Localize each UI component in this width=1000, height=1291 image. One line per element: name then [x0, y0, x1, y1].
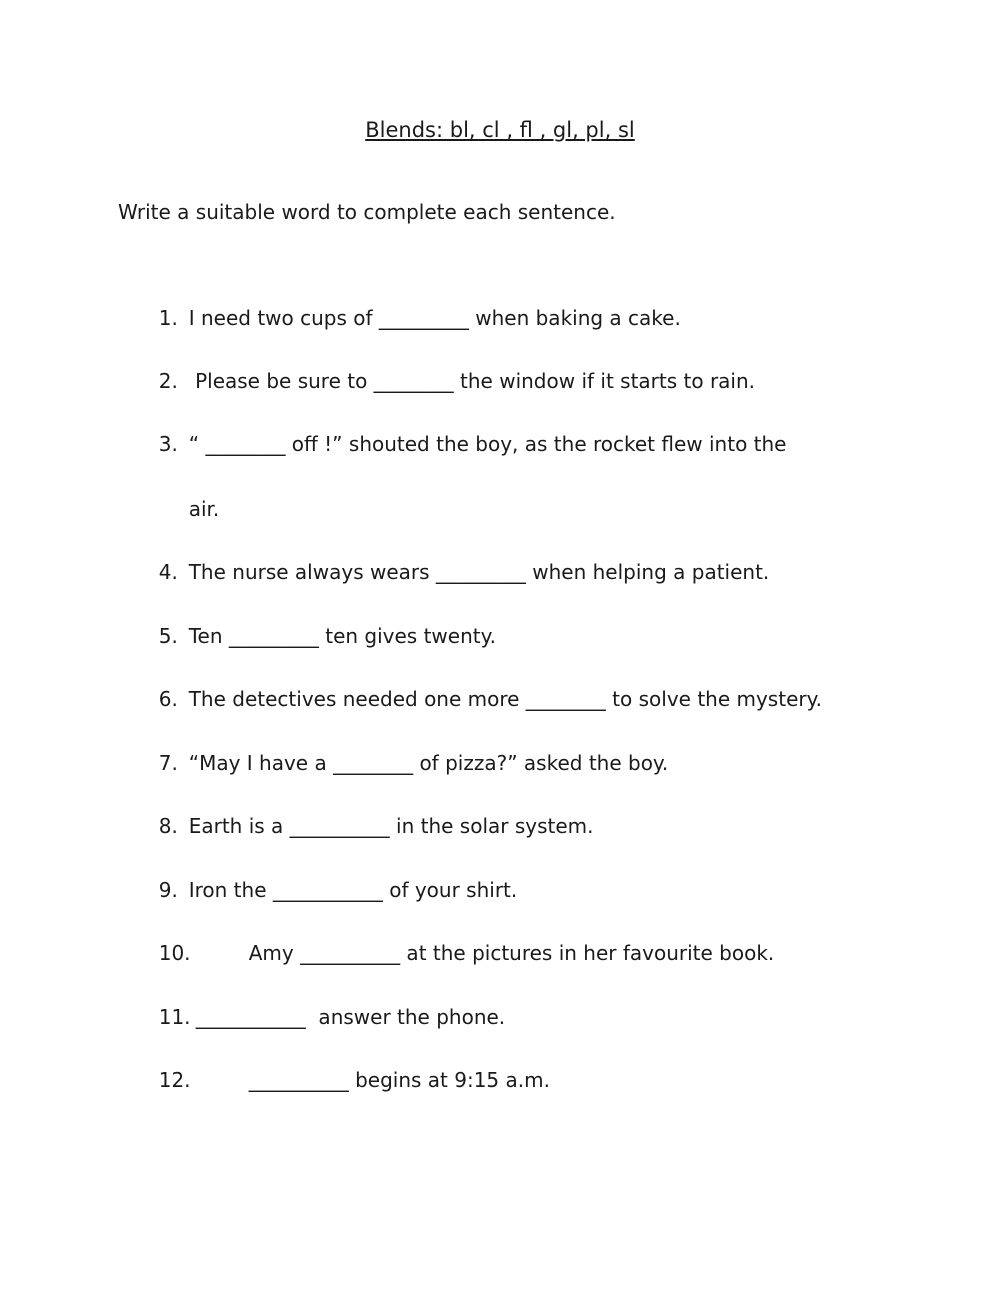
question-text: The detectives needed one more ________ to solve the mystery. — [188, 687, 822, 711]
question-4 — [146, 536, 769, 584]
question-text: ___________ answer the phone. — [195, 1005, 506, 1029]
question-text: Amy __________ at the pictures in her favourite book. — [248, 941, 775, 965]
question-number: 11. — [158, 1005, 191, 1029]
question-11 — [146, 981, 505, 1029]
question-7 — [146, 727, 668, 775]
question-text: I need two cups of _________ when baking a cake. — [188, 306, 681, 330]
question-text: __________ begins at 9:15 a.m. — [248, 1068, 550, 1092]
question-number: 12. — [158, 1068, 191, 1092]
question-number: 5. — [158, 624, 178, 648]
question-number: 9. — [158, 878, 178, 902]
question-8 — [146, 790, 594, 838]
question-text: The nurse always wears _________ when helping a patient. — [188, 560, 770, 584]
question-2 — [146, 345, 755, 393]
question-text: Ten _________ ten gives twenty. — [188, 624, 496, 648]
question-number: 7. — [158, 751, 178, 775]
question-5 — [146, 600, 496, 648]
question-text: Please be sure to ________ the window if it starts to rain. — [188, 369, 756, 393]
question-text: Iron the ___________ of your shirt. — [188, 878, 518, 902]
question-6 — [146, 663, 822, 711]
question-number: 6. — [158, 687, 178, 711]
question-10 — [146, 917, 774, 965]
question-text: “May I have a ________ of pizza?” asked the boy. — [188, 751, 669, 775]
instruction-text: Write a suitable word to complete each sentence. — [118, 200, 616, 224]
question-3-continued — [146, 473, 219, 521]
question-text: “ ________ off !” shouted the boy, as the rocket flew into the — [188, 432, 787, 456]
question-number: 1. — [158, 306, 178, 330]
question-number: 2. — [158, 369, 178, 393]
question-1 — [146, 282, 681, 330]
question-12 — [146, 1044, 550, 1092]
question-text: Earth is a __________ in the solar system. — [188, 814, 594, 838]
question-number: 8. — [158, 814, 178, 838]
question-3 — [146, 408, 786, 456]
question-9 — [146, 854, 517, 902]
question-text: air. — [188, 497, 220, 521]
worksheet-title: Blends: bl, cl , fl , gl, pl, sl — [365, 118, 635, 142]
question-number: 10. — [158, 941, 191, 965]
question-number: 3. — [158, 432, 178, 456]
question-number: 4. — [158, 560, 178, 584]
